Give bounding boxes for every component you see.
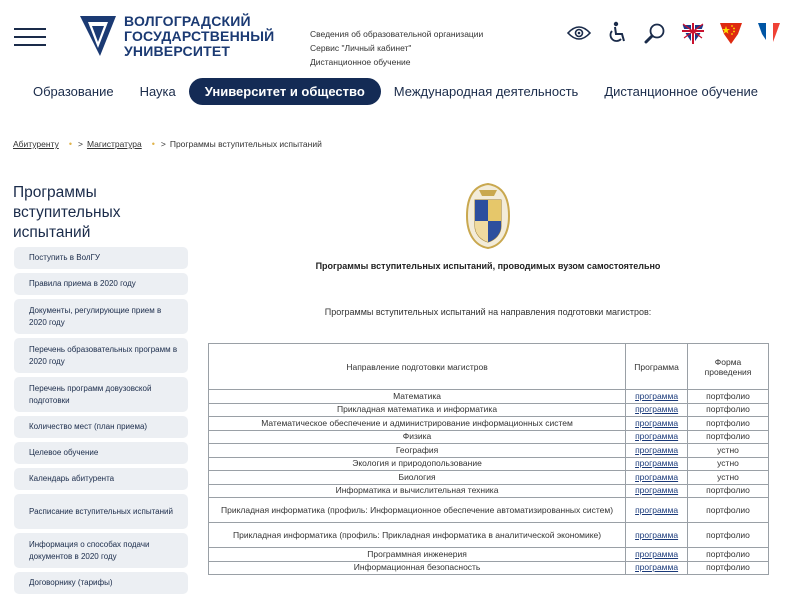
university-name xyxy=(124,14,274,59)
sidebar-item-admission-rules[interactable]: Правила приема в 2020 году xyxy=(14,273,188,295)
table-row xyxy=(209,523,769,548)
breadcrumb-masters[interactable]: Магистратура xyxy=(86,139,142,149)
table-row xyxy=(209,484,769,498)
table-header-row xyxy=(209,344,769,390)
table-row xyxy=(209,390,769,404)
sidebar-item-preuniversity-programs[interactable]: Перечень программ довузовской подготовки xyxy=(14,377,188,412)
menu-hamburger-icon[interactable] xyxy=(14,28,46,46)
university-logo-icon xyxy=(78,14,118,58)
cell-program-link[interactable]: программа xyxy=(626,484,688,498)
info-link-personal-account[interactable]: Сервис "Личный кабинет" xyxy=(310,43,412,53)
cell-program-link[interactable]: программа xyxy=(626,444,688,458)
cell-direction: Физика xyxy=(209,430,626,444)
cell-direction: Математика xyxy=(209,390,626,404)
cell-form: портфолио xyxy=(688,484,769,498)
table-row xyxy=(209,430,769,444)
table-row xyxy=(209,548,769,562)
sidebar-item-regulating-documents[interactable]: Документы, регулирующие прием в 2020 году xyxy=(14,299,188,334)
logo-line: ВОЛГОГРАДСКИЙ xyxy=(124,13,251,29)
table-row xyxy=(209,403,769,417)
sidebar-item-document-submission[interactable]: Информация о способах подачи документов в 2020 году xyxy=(14,533,188,568)
sidebar-item-places-count[interactable]: Количество мест (план приема) xyxy=(14,416,188,438)
cell-form: портфолио xyxy=(688,523,769,548)
main-nav xyxy=(20,78,771,105)
breadcrumb-applicant[interactable]: Абитуренту xyxy=(13,139,59,149)
column-header-form: Форма проведения xyxy=(688,344,769,390)
table-row xyxy=(209,471,769,485)
cell-form: устно xyxy=(688,471,769,485)
cell-direction: География xyxy=(209,444,626,458)
nav-item-education[interactable]: Образование xyxy=(33,84,114,99)
main-subheading: Программы вступительных испытаний на направления подготовки магистров: xyxy=(324,307,652,317)
column-header-direction: Направление подготовки магистров xyxy=(209,344,626,390)
column-header-program: Программа xyxy=(626,344,688,390)
nav-item-science[interactable]: Наука xyxy=(139,84,176,99)
cell-form: портфолио xyxy=(688,548,769,562)
logo-line: УНИВЕРСИТЕТ xyxy=(124,43,231,59)
cell-form: устно xyxy=(688,444,769,458)
cell-form: портфолио xyxy=(688,561,769,575)
eye-icon[interactable] xyxy=(566,20,592,46)
cell-form: портфолио xyxy=(688,417,769,431)
nav-item-university-society[interactable]: Университет и общество xyxy=(189,78,381,105)
cell-program-link[interactable]: программа xyxy=(626,417,688,431)
table-row xyxy=(209,561,769,575)
nav-item-distance-learning[interactable]: Дистанционное обучение xyxy=(604,84,759,99)
sidebar-menu xyxy=(14,247,188,598)
cell-program-link[interactable]: программа xyxy=(626,457,688,471)
table-row xyxy=(209,457,769,471)
breadcrumb-separator: > xyxy=(160,139,166,149)
cell-program-link[interactable]: программа xyxy=(626,523,688,548)
france-flag-icon[interactable] xyxy=(756,20,782,46)
sidebar-item-applicant-calendar[interactable]: Календарь абитурента xyxy=(14,468,188,490)
table-row xyxy=(209,417,769,431)
hamburger-line xyxy=(14,36,46,38)
cell-direction: Прикладная математика и информатика xyxy=(209,403,626,417)
breadcrumb-current: Программы вступительных испытаний xyxy=(169,139,322,149)
cell-program-link[interactable]: программа xyxy=(626,430,688,444)
nav-item-international[interactable]: Международная деятельность xyxy=(393,84,579,99)
search-icon[interactable] xyxy=(642,20,668,46)
cell-direction: Программная инженерия xyxy=(209,548,626,562)
table-row xyxy=(209,444,769,458)
breadcrumb-separator: > xyxy=(77,139,83,149)
cell-direction: Математическое обеспечение и администрирование информационных систем xyxy=(209,417,626,431)
sidebar-item-educational-programs[interactable]: Перечень образовательных программ в 2020 году xyxy=(14,338,188,373)
sidebar-item-target-education[interactable]: Целевое обучение xyxy=(14,442,188,464)
breadcrumb-dot-icon: • xyxy=(151,139,155,149)
logo-line: ГОСУДАРСТВЕННЫЙ xyxy=(124,28,275,44)
cell-program-link[interactable]: программа xyxy=(626,498,688,523)
main-heading: Программы вступительных испытаний, проводимых вузом самостоятельно xyxy=(315,261,661,271)
info-links xyxy=(310,27,483,69)
breadcrumb xyxy=(13,139,322,149)
university-emblem-icon xyxy=(465,182,511,250)
info-link-organization[interactable]: Сведения об образовательной организации xyxy=(310,29,484,39)
cell-program-link[interactable]: программа xyxy=(626,403,688,417)
sidebar-item-exam-schedule[interactable]: Расписание вступительных испытаний xyxy=(14,494,188,529)
cell-program-link[interactable]: программа xyxy=(626,548,688,562)
cell-form: портфолио xyxy=(688,498,769,523)
cell-direction: Экология и природопользование xyxy=(209,457,626,471)
info-link-distance-learning[interactable]: Дистанционное обучение xyxy=(310,57,411,67)
hamburger-line xyxy=(14,28,46,30)
cell-form: портфолио xyxy=(688,390,769,404)
cell-program-link[interactable]: программа xyxy=(626,471,688,485)
cell-direction: Прикладная информатика (профиль: Информационное обеспечение автоматизированных систем) xyxy=(209,498,626,523)
cell-program-link[interactable]: программа xyxy=(626,390,688,404)
hamburger-line xyxy=(14,44,46,46)
cell-form: портфолио xyxy=(688,403,769,417)
cell-form: портфолио xyxy=(688,430,769,444)
table-row xyxy=(209,498,769,523)
sidebar-title: Программы вступительных испытаний xyxy=(13,184,121,241)
cell-direction: Информатика и вычислительная техника xyxy=(209,484,626,498)
cell-direction: Биология xyxy=(209,471,626,485)
breadcrumb-dot-icon: • xyxy=(68,139,72,149)
programs-table xyxy=(208,343,769,575)
cell-program-link[interactable]: программа xyxy=(626,561,688,575)
header-tools xyxy=(566,20,782,46)
china-flag-icon[interactable] xyxy=(718,20,744,46)
sidebar-item-apply[interactable]: Поступить в ВолГУ xyxy=(14,247,188,269)
uk-flag-icon[interactable] xyxy=(680,20,706,46)
cell-direction: Прикладная информатика (профиль: Прикладная информатика в аналитической экономике) xyxy=(209,523,626,548)
accessibility-icon[interactable] xyxy=(604,20,630,46)
cell-direction: Информационная безопасность xyxy=(209,561,626,575)
cell-form: устно xyxy=(688,457,769,471)
university-logo[interactable] xyxy=(78,14,274,59)
sidebar-item-contract-tariffs[interactable]: Договорнику (тарифы) xyxy=(14,572,188,594)
